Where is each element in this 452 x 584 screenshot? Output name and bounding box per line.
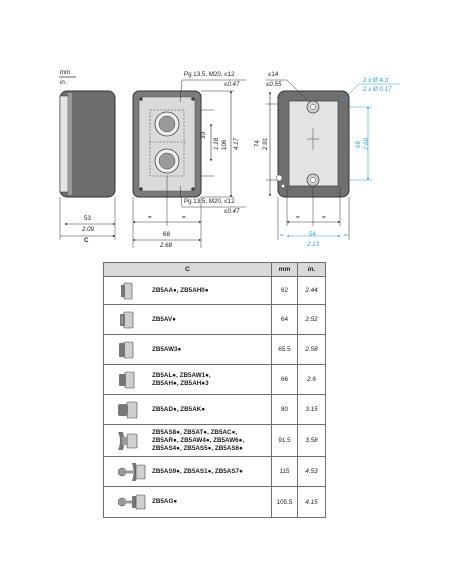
front-pitch-mm: 30 xyxy=(200,132,207,139)
projecting-pushbutton-icon xyxy=(118,370,146,390)
table-row xyxy=(104,395,326,425)
side-width-in: 2.09 xyxy=(82,226,95,233)
side-c-label: C xyxy=(84,237,89,244)
dimensions-table xyxy=(103,262,326,518)
header-in: in. xyxy=(298,263,326,277)
front-view xyxy=(133,80,246,248)
front-pitch-in: 1.18 xyxy=(213,137,220,150)
row-in: 2.58 xyxy=(298,335,326,365)
rear-view xyxy=(266,80,400,240)
front-bottom-callout-mm: Pg 13.5, M20, ≤12 xyxy=(184,198,235,205)
rear-sym-3: = xyxy=(280,232,284,239)
rear-sym-2: = xyxy=(322,214,326,221)
table-row xyxy=(104,335,326,365)
row-ref-text: ZB5AS8●, ZB5AT●, ZB5AC●, ZB5AR●, ZB5AW4●, ZB5AW6●, ZB5AS4●, ZB5AS5●, ZB5AS6● xyxy=(152,428,245,452)
drawings-svg xyxy=(0,0,452,260)
key-mushroom-icon xyxy=(118,462,146,482)
flush-pushbutton-icon xyxy=(118,281,146,301)
header-c: C xyxy=(104,263,272,277)
row-ref-cell xyxy=(104,457,272,487)
row-mm: 66 xyxy=(272,365,298,395)
rear-hole-mm: 2 x Ø 4.3 xyxy=(363,77,389,84)
pilot-light-icon xyxy=(118,310,146,330)
row-ref-text: ZB5AD●, ZB5AK● xyxy=(152,405,206,413)
row-ref-cell xyxy=(104,365,272,395)
units-mm-label: mm xyxy=(60,69,71,76)
front-sym-2: = xyxy=(182,214,186,221)
mushroom-head-icon xyxy=(118,431,146,451)
side-width-mm: 53 xyxy=(84,215,91,222)
table-row xyxy=(104,365,326,395)
row-ref-cell xyxy=(104,335,272,365)
rear-top-in: ≤0.55 xyxy=(266,81,282,88)
table-row xyxy=(104,425,326,457)
row-mm: 91.5 xyxy=(272,425,298,457)
front-top-callout-mm: Pg 13.5, M20, ≤12 xyxy=(184,71,235,78)
rear-width-in: 2.13 xyxy=(307,241,320,248)
table-row xyxy=(104,305,326,335)
row-ref-cell xyxy=(104,395,272,425)
selector-switch-icon xyxy=(118,400,146,420)
rear-top-mm: ≤14 xyxy=(268,71,279,78)
table-row xyxy=(104,457,326,487)
rear-height-in: 2.91 xyxy=(262,137,269,150)
front-height-in: 4.17 xyxy=(233,137,240,150)
row-ref-cell xyxy=(104,277,272,305)
illuminated-pushbutton-icon xyxy=(118,340,146,360)
row-in: 4.15 xyxy=(298,487,326,518)
rear-fix-in: 2.68 xyxy=(363,137,370,150)
row-mm: 80 xyxy=(272,395,298,425)
rear-height-mm: 74 xyxy=(254,140,261,147)
table-row xyxy=(104,487,326,518)
row-ref-text: ZB5AG● xyxy=(152,498,178,505)
row-ref-text: ZB5AA●, ZB5AH0● xyxy=(152,286,209,294)
row-mm: 65.5 xyxy=(272,335,298,365)
header-mm: mm xyxy=(272,263,298,277)
front-height-mm: 106 xyxy=(221,139,228,150)
row-mm: 105.5 xyxy=(272,487,298,518)
row-ref-text: ZB5AS9●, ZB5AS1●, ZB5AS7● xyxy=(152,467,243,475)
rear-sym-1: = xyxy=(296,214,300,221)
row-in: 4.53 xyxy=(298,457,326,487)
row-in: 3.58 xyxy=(298,425,326,457)
front-top-callout-in: ≤0.47 xyxy=(224,81,240,88)
front-bottom-callout-in: ≤0.47 xyxy=(224,208,240,215)
row-in: 2.52 xyxy=(298,305,326,335)
rear-sym-4: = xyxy=(344,232,348,239)
table-header-row xyxy=(104,263,326,277)
row-in: 3.15 xyxy=(298,395,326,425)
row-ref-cell xyxy=(104,305,272,335)
row-ref-text: ZB5AV● xyxy=(152,315,176,323)
row-mm: 64 xyxy=(272,305,298,335)
rear-fix-mm: 68 xyxy=(355,141,362,148)
row-mm: 62 xyxy=(272,277,298,305)
row-ref-cell xyxy=(104,487,272,518)
units-in-label: in. xyxy=(60,79,67,86)
key-switch-icon xyxy=(118,492,146,512)
row-in: 2.44 xyxy=(298,277,326,305)
front-width-mm: 68 xyxy=(163,231,170,238)
front-sym-1: = xyxy=(148,214,152,221)
front-width-in: 2.68 xyxy=(160,242,173,249)
row-in: 2.6 xyxy=(298,365,326,395)
table-row xyxy=(104,277,326,305)
row-ref-text: ZB5AL●, ZB5AW1●, ZB5AH●, ZB5AH●3 xyxy=(152,371,211,387)
rear-width-mm: 54 xyxy=(309,231,316,238)
rear-hole-in: 2 x Ø 0.17 xyxy=(363,86,392,93)
row-ref-text: ZB5AW3● xyxy=(152,345,182,353)
row-mm: 115 xyxy=(272,457,298,487)
row-ref-cell xyxy=(104,425,272,457)
